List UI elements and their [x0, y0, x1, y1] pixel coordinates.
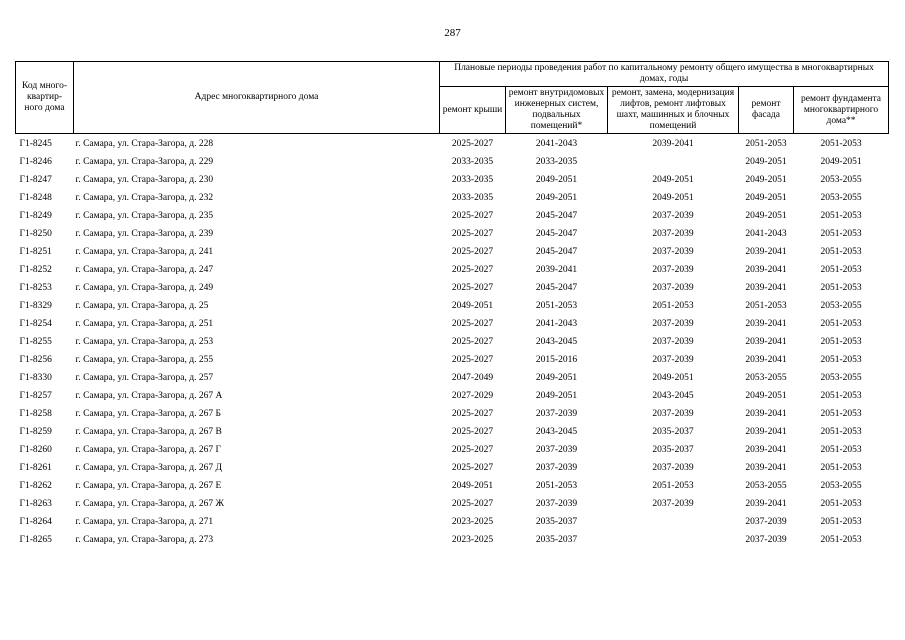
cell-foundation: 2051-2053: [820, 318, 862, 329]
cell-lifts: 2051-2053: [652, 300, 694, 311]
cell-address: г. Самара, ул. Стара-Загора, д. 267 Е: [75, 480, 222, 491]
table-row: [16, 477, 889, 495]
cell-roof: 2025-2027: [451, 336, 494, 347]
table-row: [16, 315, 889, 333]
cell-lifts: 2037-2039: [652, 228, 694, 239]
cell-facade: 2037-2039: [745, 516, 787, 527]
cell-lifts: 2051-2053: [652, 480, 694, 491]
cell-address: г. Самара, ул. Стара-Загора, д. 267 А: [75, 390, 223, 401]
cell-lifts: 2049-2051: [652, 192, 694, 203]
cell-foundation: 2051-2053: [820, 228, 862, 239]
cell-lifts: 2037-2039: [652, 462, 694, 473]
cell-foundation: 2051-2053: [820, 210, 862, 221]
cell-systems: 2045-2047: [535, 282, 578, 293]
cell-lifts: 2035-2037: [652, 444, 694, 455]
cell-foundation: 2051-2053: [820, 246, 862, 257]
cell-systems: 2041-2043: [535, 138, 578, 149]
cell-code: Г1-8247: [19, 174, 52, 185]
cell-code: Г1-8329: [19, 300, 52, 311]
cell-code: Г1-8261: [19, 462, 52, 473]
cell-facade: 2041-2043: [745, 228, 787, 239]
cell-systems: 2035-2037: [535, 534, 578, 545]
cell-roof: 2025-2027: [451, 426, 494, 437]
cell-code: Г1-8259: [19, 426, 52, 437]
cell-foundation: 2053-2055: [820, 372, 862, 383]
table-row: [16, 297, 889, 315]
cell-facade: 2039-2041: [745, 354, 787, 365]
table-row: [16, 387, 889, 405]
cell-foundation: 2051-2053: [820, 444, 862, 455]
cell-facade: 2039-2041: [745, 426, 787, 437]
cell-systems: 2037-2039: [535, 498, 578, 509]
cell-address: г. Самара, ул. Стара-Загора, д. 239: [75, 228, 214, 239]
cell-address: г. Самара, ул. Стара-Загора, д. 247: [75, 264, 214, 275]
cell-systems: 2045-2047: [535, 210, 578, 221]
cell-lifts: [608, 513, 739, 531]
table-row: [16, 153, 889, 171]
cell-code: Г1-8264: [19, 516, 52, 527]
cell-systems: 2049-2051: [535, 174, 578, 185]
cell-address: г. Самара, ул. Стара-Загора, д. 25: [75, 300, 209, 311]
cell-facade: 2049-2051: [745, 174, 787, 185]
table-row: [16, 171, 889, 189]
cell-roof: 2049-2051: [451, 480, 494, 491]
table-row: [16, 441, 889, 459]
table-row: [16, 225, 889, 243]
cell-lifts: 2035-2037: [652, 426, 694, 437]
cell-facade: 2049-2051: [745, 156, 787, 167]
table-row: [16, 405, 889, 423]
cell-foundation: 2051-2053: [820, 354, 862, 365]
cell-roof: 2025-2027: [451, 228, 494, 239]
cell-code: Г1-8330: [19, 372, 52, 383]
cell-roof: 2025-2027: [451, 210, 494, 221]
cell-roof: 2023-2025: [451, 534, 494, 545]
cell-roof: 2025-2027: [451, 462, 494, 473]
cell-systems: 2051-2053: [535, 300, 578, 311]
cell-lifts: [608, 531, 739, 549]
cell-roof: 2025-2027: [451, 354, 494, 365]
cell-lifts: 2043-2045: [652, 390, 694, 401]
cell-address: г. Самара, ул. Стара-Загора, д. 232: [75, 192, 214, 203]
cell-address: г. Самара, ул. Стара-Загора, д. 257: [75, 372, 214, 383]
cell-foundation: 2049-2051: [820, 156, 862, 167]
cell-code: Г1-8252: [19, 264, 52, 275]
cell-foundation: 2053-2055: [820, 174, 862, 185]
cell-lifts: 2037-2039: [652, 336, 694, 347]
header-systems: ремонт внутридомовых инженерных систем, подвальных помещений*: [506, 87, 608, 134]
cell-code: Г1-8265: [19, 534, 52, 545]
cell-address: г. Самара, ул. Стара-Загора, д. 241: [75, 246, 214, 257]
table-row: [16, 134, 889, 154]
cell-address: г. Самара, ул. Стара-Загора, д. 228: [75, 138, 214, 149]
cell-foundation: 2051-2053: [820, 264, 862, 275]
header-roof: ремонт крыши: [440, 87, 506, 134]
cell-roof: 2033-2035: [451, 174, 494, 185]
header-address: Адрес многоквартирного дома: [74, 62, 440, 134]
header-facade: ремонт фасада: [739, 87, 794, 134]
cell-address: г. Самара, ул. Стара-Загора, д. 273: [75, 534, 214, 545]
cell-systems: 2033-2035: [535, 156, 578, 167]
cell-facade: 2039-2041: [745, 498, 787, 509]
header-lifts: ремонт, замена, модернизация лифтов, ремонт лифтовых шахт, машинных и блочных помещений: [608, 87, 739, 134]
cell-roof: 2033-2035: [451, 156, 494, 167]
cell-roof: 2025-2027: [451, 408, 494, 419]
header-foundation: ремонт фундамента многоквартирного дома**: [794, 87, 889, 134]
cell-code: Г1-8256: [19, 354, 52, 365]
cell-address: г. Самара, ул. Стара-Загора, д. 253: [75, 336, 214, 347]
table-header: [16, 62, 889, 134]
cell-address: г. Самара, ул. Стара-Загора, д. 229: [75, 156, 214, 167]
cell-address: г. Самара, ул. Стара-Загора, д. 267 Ж: [75, 498, 224, 509]
cell-systems: 2037-2039: [535, 462, 578, 473]
cell-roof: 2027-2029: [451, 390, 494, 401]
cell-code: Г1-8246: [19, 156, 52, 167]
cell-foundation: 2051-2053: [820, 138, 862, 149]
cell-address: г. Самара, ул. Стара-Загора, д. 255: [75, 354, 214, 365]
cell-address: г. Самара, ул. Стара-Загора, д. 267 Г: [75, 444, 221, 455]
cell-systems: 2049-2051: [535, 192, 578, 203]
table-row: [16, 333, 889, 351]
cell-address: г. Самара, ул. Стара-Загора, д. 230: [75, 174, 214, 185]
cell-systems: 2051-2053: [535, 480, 578, 491]
cell-facade: 2039-2041: [745, 336, 787, 347]
cell-roof: 2047-2049: [451, 372, 494, 383]
cell-code: Г1-8250: [19, 228, 52, 239]
cell-lifts: 2037-2039: [652, 318, 694, 329]
cell-foundation: 2051-2053: [820, 408, 862, 419]
cell-systems: 2049-2051: [535, 372, 578, 383]
header-code: Код много-квартир-ного дома: [16, 62, 74, 134]
cell-systems: 2045-2047: [535, 228, 578, 239]
table-body: [16, 134, 889, 550]
cell-facade: 2039-2041: [745, 408, 787, 419]
cell-systems: 2043-2045: [535, 426, 578, 437]
cell-lifts: 2037-2039: [652, 354, 694, 365]
cell-facade: 2051-2053: [745, 138, 787, 149]
cell-facade: 2049-2051: [745, 390, 787, 401]
table-row: [16, 279, 889, 297]
cell-foundation: 2053-2055: [820, 480, 862, 491]
cell-code: Г1-8254: [19, 318, 52, 329]
cell-facade: 2039-2041: [745, 264, 787, 275]
cell-facade: 2039-2041: [745, 282, 787, 293]
cell-code: Г1-8258: [19, 408, 52, 419]
cell-foundation: 2051-2053: [820, 426, 862, 437]
cell-systems: 2043-2045: [535, 336, 578, 347]
cell-roof: 2025-2027: [451, 444, 494, 455]
cell-lifts: 2037-2039: [652, 264, 694, 275]
cell-systems: 2039-2041: [535, 264, 578, 275]
cell-lifts: [608, 153, 739, 171]
cell-facade: 2039-2041: [745, 318, 787, 329]
cell-foundation: 2051-2053: [820, 534, 862, 545]
cell-facade: 2053-2055: [745, 372, 787, 383]
page-number: 287: [444, 27, 461, 39]
table-row: [16, 351, 889, 369]
cell-systems: 2041-2043: [535, 318, 578, 329]
cell-lifts: 2039-2041: [652, 138, 694, 149]
cell-roof: 2023-2025: [451, 516, 494, 527]
cell-code: Г1-8262: [19, 480, 52, 491]
cell-foundation: 2051-2053: [820, 390, 862, 401]
cell-roof: 2025-2027: [451, 264, 494, 275]
cell-address: г. Самара, ул. Стара-Загора, д. 235: [75, 210, 214, 221]
header-group: Плановые периоды проведения работ по капитальному ремонту общего имущества в многоквартирных домах, годы: [440, 62, 889, 87]
cell-address: г. Самара, ул. Стара-Загора, д. 267 В: [75, 426, 222, 437]
cell-lifts: 2037-2039: [652, 498, 694, 509]
cell-foundation: 2051-2053: [820, 498, 862, 509]
cell-foundation: 2051-2053: [820, 462, 862, 473]
cell-foundation: 2053-2055: [820, 192, 862, 203]
cell-code: Г1-8260: [19, 444, 52, 455]
table-row: [16, 531, 889, 549]
table-row: [16, 369, 889, 387]
cell-lifts: 2037-2039: [652, 282, 694, 293]
cell-code: Г1-8249: [19, 210, 52, 221]
cell-facade: 2051-2053: [745, 300, 787, 311]
cell-lifts: 2037-2039: [652, 246, 694, 257]
cell-facade: 2049-2051: [745, 210, 787, 221]
table-row: [16, 513, 889, 531]
cell-facade: 2053-2055: [745, 480, 787, 491]
cell-code: Г1-8263: [19, 498, 52, 509]
cell-roof: 2025-2027: [451, 138, 494, 149]
cell-address: г. Самара, ул. Стара-Загора, д. 249: [75, 282, 214, 293]
cell-roof: 2049-2051: [451, 300, 494, 311]
cell-code: Г1-8257: [19, 390, 52, 401]
cell-address: г. Самара, ул. Стара-Загора, д. 271: [75, 516, 214, 527]
cell-systems: 2035-2037: [535, 516, 578, 527]
table-row: [16, 459, 889, 477]
table-row: [16, 207, 889, 225]
table-row: [16, 423, 889, 441]
table-row: [16, 495, 889, 513]
cell-roof: 2025-2027: [451, 498, 494, 509]
cell-lifts: 2037-2039: [652, 408, 694, 419]
cell-foundation: 2051-2053: [820, 336, 862, 347]
cell-address: г. Самара, ул. Стара-Загора, д. 267 Д: [75, 462, 222, 473]
cell-roof: 2025-2027: [451, 246, 494, 257]
cell-code: Г1-8251: [19, 246, 52, 257]
cell-foundation: 2053-2055: [820, 300, 862, 311]
cell-systems: 2015-2016: [535, 354, 578, 365]
cell-systems: 2037-2039: [535, 408, 578, 419]
cell-lifts: 2037-2039: [652, 210, 694, 221]
cell-facade: 2039-2041: [745, 462, 787, 473]
cell-lifts: 2049-2051: [652, 174, 694, 185]
cell-code: Г1-8255: [19, 336, 52, 347]
table-row: [16, 189, 889, 207]
cell-address: г. Самара, ул. Стара-Загора, д. 267 Б: [75, 408, 221, 419]
cell-systems: 2037-2039: [535, 444, 578, 455]
table-row: [16, 261, 889, 279]
cell-foundation: 2051-2053: [820, 516, 862, 527]
cell-roof: 2025-2027: [451, 318, 494, 329]
capital-repair-table: [15, 61, 889, 549]
cell-facade: 2037-2039: [745, 534, 787, 545]
cell-facade: 2039-2041: [745, 246, 787, 257]
cell-facade: 2049-2051: [745, 192, 787, 203]
cell-systems: 2049-2051: [535, 390, 578, 401]
cell-foundation: 2051-2053: [820, 282, 862, 293]
cell-code: Г1-8248: [19, 192, 52, 203]
cell-code: Г1-8245: [19, 138, 52, 149]
cell-systems: 2045-2047: [535, 246, 578, 257]
cell-facade: 2039-2041: [745, 444, 787, 455]
cell-lifts: 2049-2051: [652, 372, 694, 383]
cell-roof: 2025-2027: [451, 282, 494, 293]
cell-code: Г1-8253: [19, 282, 52, 293]
cell-roof: 2033-2035: [451, 192, 494, 203]
header-row-top: [16, 62, 889, 87]
cell-address: г. Самара, ул. Стара-Загора, д. 251: [75, 318, 214, 329]
table-row: [16, 243, 889, 261]
